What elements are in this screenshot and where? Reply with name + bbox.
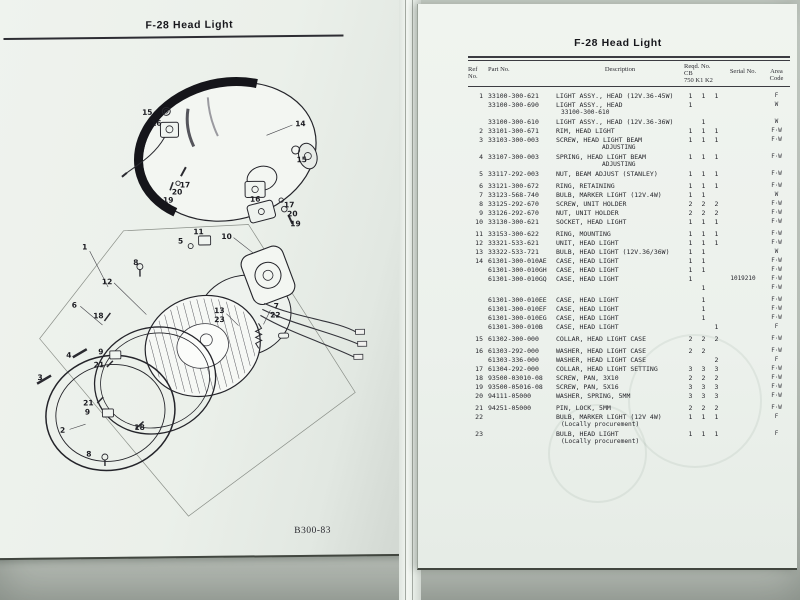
page-edge-line <box>405 0 406 600</box>
table-row: 61301-300-010EG CASE, HEAD LIGHT 1 F·W <box>488 313 782 322</box>
exploded-diagram-drawing <box>3 2 411 558</box>
diagram-callout-number: 22 <box>270 310 281 320</box>
diagram-callout-number: 4 <box>66 350 72 360</box>
table-row: 22 BULB, MARKER LIGHT (12V 4W) (Locally procurement) 1 1 1 F <box>475 412 779 428</box>
diagram-callout-number: 20 <box>171 187 183 197</box>
diagram-callout-number: 9 <box>84 407 91 417</box>
diagram-callout-number: 19 <box>290 219 301 229</box>
table-row: 61303-336-000 WASHER, HEAD LIGHT CASE 2 F <box>488 355 779 364</box>
table-row: 23 BULB, HEAD LIGHT (Locally procurement) 1 1 1 F <box>475 429 779 445</box>
diagram-callout-number: 13 <box>214 305 225 316</box>
diagram-callout-number: 23 <box>214 314 225 325</box>
diagram-callout-number: 15 <box>142 107 153 117</box>
left-page <box>0 0 407 560</box>
table-row: 2 33101-300-671 RIM, HEAD LIGHT 1 1 1 F·W <box>479 126 782 135</box>
table-row: 33100-300-610 LIGHT ASSY., HEAD (12V.36-36W) 1 W <box>488 117 779 126</box>
table-row: 8 33125-292-670 SCREW, UNIT HOLDER 2 2 2 F·W <box>479 199 782 208</box>
table-row: 10 33130-300-621 SOCKET, HEAD LIGHT 1 1 1 F·W <box>475 217 782 226</box>
diagram-callout-number: 18 <box>93 311 104 321</box>
table-row: 4 33107-300-003 SPRING, HEAD LIGHT BEAM ADJUSTING 1 1 1 F·W <box>479 152 782 168</box>
diagram-callout-number: 6 <box>71 300 77 310</box>
table-row: 19 93500-05016-08 SCREW, PAN, 5X16 3 3 3 F·W <box>475 382 782 391</box>
diagram-callout-number: 7 <box>273 301 279 311</box>
diagram-callout-number: 16 <box>151 118 162 128</box>
table-row: 16 61303-292-000 WASHER, HEAD LIGHT CASE 2 2 F·W <box>475 346 782 355</box>
table-row: 11 33153-300-622 RING, MOUNTING 1 1 1 F·W <box>475 229 782 238</box>
diagram-callout-number: 3 <box>37 372 43 382</box>
diagram-callout-number: 19 <box>162 195 174 205</box>
table-top-rule <box>468 56 790 58</box>
diagram-callout-number: 16 <box>249 194 261 204</box>
diagram-callout-number: 17 <box>283 200 295 210</box>
page-edge-line <box>412 0 413 600</box>
col-ref: Ref No. <box>468 65 478 80</box>
table-row: 61301-300-010GH CASE, HEAD LIGHT 1 1 F·W <box>488 265 782 274</box>
col-serial-no: Serial No. <box>729 67 757 75</box>
right-page-title: F-28 Head Light <box>574 37 662 49</box>
diagram-callout-number: 12 <box>101 277 113 287</box>
col-reqd-no: Reqd. No. CB 750 K1 K2 <box>684 62 713 85</box>
table-row: 20 94111-05000 WASHER, SPRING, 5MM 3 3 3 F·W <box>475 391 782 400</box>
left-page-title: F-28 Head Light <box>145 18 234 32</box>
table-row: 18 93500-03010-08 SCREW, PAN, 3X10 2 2 2 F·W <box>475 373 782 382</box>
diagram-callout-number: 15 <box>296 155 308 165</box>
diagram-callout-number: 2 <box>59 425 66 435</box>
table-row: 9 33126-292-670 NUT, UNIT HOLDER 2 2 2 F·W <box>479 208 782 217</box>
parts-table-body <box>468 87 790 446</box>
table-row: 61301-300-010GQ CASE, HEAD LIGHT 1 1019210 F·W <box>488 274 782 283</box>
table-row: 21 94251-05000 PIN, LOCK, 5MM 2 2 2 F·W <box>475 403 782 412</box>
table-row: 13 33322-533-721 BULB, HEAD LIGHT (12V.36/36W) 1 1 W <box>475 247 779 256</box>
parts-table-header <box>468 60 790 87</box>
col-description: Description <box>604 65 636 73</box>
diagram-callout-number: 1 <box>82 242 88 252</box>
table-row: 1 F·W <box>701 283 782 292</box>
parts-table <box>468 56 790 447</box>
table-row: 5 33117-292-003 NUT, BEAM ADJUST (STANLEY) 1 1 1 F·W <box>479 169 782 178</box>
diagram-callout-number: 8 <box>86 449 92 459</box>
plate-number: B300-83 <box>294 525 332 537</box>
diagram-callout-number: 9 <box>98 347 104 357</box>
diagram-callout-number: 8 <box>133 257 139 267</box>
table-row: 14 61301-300-010AE CASE, HEAD LIGHT 1 1 F·W <box>475 256 782 265</box>
diagram-callout-number: 14 <box>295 119 306 129</box>
table-row: 61301-300-010EF CASE, HEAD LIGHT 1 F·W <box>488 304 782 313</box>
diagram-callout-number: 18 <box>134 422 145 432</box>
diagram-callout-number: 11 <box>193 227 204 237</box>
diagram-callout-number: 21 <box>93 360 105 370</box>
col-area-code: Area Code <box>769 67 784 82</box>
table-row: 12 33321-533-621 UNIT, HEAD LIGHT 1 1 1 F·W <box>475 238 782 247</box>
left-page-content <box>0 0 405 554</box>
diagram-callout-number: 10 <box>221 231 232 242</box>
table-row: 7 33123-568-740 BULB, MARKER LIGHT (12V.4W) 1 1 W <box>479 190 779 199</box>
table-row: 1 33100-300-621 LIGHT ASSY., HEAD (12V.36-45W) 1 1 1 F <box>479 91 779 100</box>
exploded-diagram <box>3 2 411 558</box>
table-row: 61301-300-010B CASE, HEAD LIGHT 1 F <box>488 322 779 331</box>
table-row: 15 61302-300-000 COLLAR, HEAD LIGHT CASE 2 2 2 F·W <box>475 334 782 343</box>
table-row: 17 61304-292-000 COLLAR, HEAD LIGHT SETTING 3 3 3 F·W <box>475 364 782 373</box>
diagram-callout-number: 21 <box>83 398 94 408</box>
table-row: 6 33121-300-672 RING, RETAINING 1 1 1 F·W <box>479 181 782 190</box>
col-part: Part No. <box>488 65 510 73</box>
diagram-callout-number: 20 <box>287 209 298 219</box>
table-row: 33100-300-690 LIGHT ASSY., HEAD 33100-300-610 1 W <box>488 100 779 116</box>
table-row: 61301-300-010EE CASE, HEAD LIGHT 1 F·W <box>488 295 782 304</box>
right-page <box>417 4 797 570</box>
table-row: 3 33103-300-003 SCREW, HEAD LIGHT BEAM ADJUSTING 1 1 1 F·W <box>479 135 782 151</box>
diagram-callout-number: 5 <box>177 236 184 246</box>
diagram-callout-number: 17 <box>179 180 191 190</box>
